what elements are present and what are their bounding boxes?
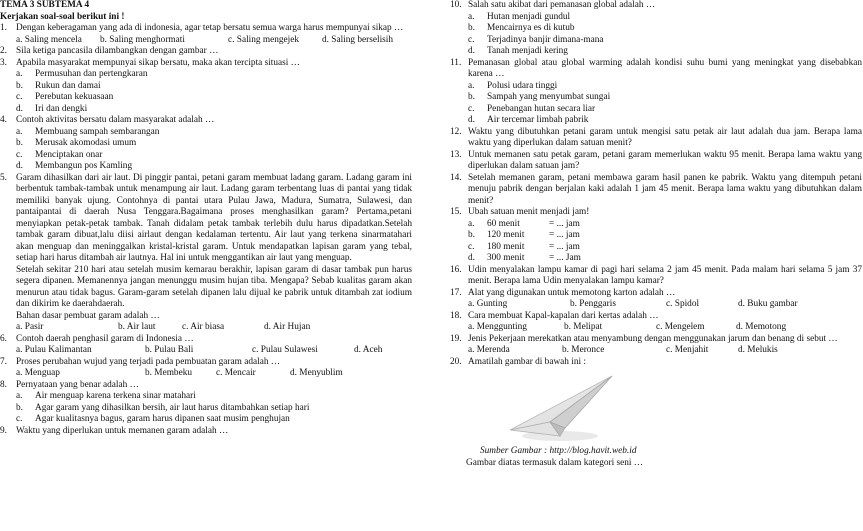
question-number: 8.	[0, 379, 7, 390]
question-number: 9.	[0, 425, 7, 436]
left-column	[0, 0, 412, 437]
option-b: b. Air laut	[118, 322, 156, 332]
option-b	[16, 138, 412, 150]
options-row	[450, 322, 862, 334]
question-number: 18.	[450, 310, 462, 321]
option-c: c. Air biasa	[182, 322, 225, 332]
option-letter: c.	[468, 241, 475, 252]
option-text: Agar kualitasnya bagus, garam harus dipanen saat musim penghujan	[35, 414, 290, 424]
option-c	[468, 35, 862, 47]
option-text: Iri dan dengki	[35, 103, 88, 114]
question-number: 13.	[450, 149, 462, 160]
option-b: b. Melipat	[564, 322, 603, 332]
option-d: d. Saling berselisih	[322, 34, 394, 45]
option-a	[468, 219, 862, 231]
option-b	[16, 81, 412, 93]
option-text: Tanah menjadi kering	[487, 46, 568, 56]
option-letter: a.	[468, 218, 475, 229]
question-text: Untuk memanen satu petak garam, petani garam memerlukan waktu 95 menit. Berapa lama waktu yang diperlukan dalam satuan jam?	[468, 149, 862, 171]
option-d	[16, 161, 412, 173]
question-text: Bahan dasar pembuat garam adalah …	[16, 310, 160, 321]
question-10	[450, 0, 862, 12]
option-text: 120 menit	[487, 230, 525, 240]
option-b: b. Pulau Bali	[145, 345, 194, 355]
option-letter: b.	[16, 402, 23, 413]
option-c	[16, 414, 412, 426]
option-d	[16, 104, 412, 116]
option-b	[16, 403, 412, 415]
option-text: 180 menit	[487, 241, 525, 252]
option-d: d. Aceh	[354, 345, 383, 355]
option-a: a. Pulau Kalimantan	[16, 345, 92, 355]
option-letter: d.	[16, 161, 23, 171]
question-number: 12.	[450, 126, 462, 137]
option-letter: a.	[468, 11, 475, 22]
option-b: b. Saling menghormati	[100, 34, 185, 45]
question-text: Pernyataan yang benar adalah …	[16, 379, 139, 390]
question-text: Udin menyalakan lampu kamar di pagi hari selama 2 jam 45 menit. Pada malam hari selama 5 jam 37 menit. Berapa lama Udin menyalakan lampu kamar?	[468, 264, 862, 286]
question-text: Contoh aktivitas bersatu dalam masyarakat adalah …	[16, 115, 215, 125]
option-a	[16, 69, 412, 81]
option-d: d. Buku gambar	[738, 299, 798, 309]
option-c	[16, 92, 412, 104]
option-text: Membangun pos Kamling	[35, 161, 133, 171]
question-number: 1.	[0, 23, 7, 33]
option-a	[16, 127, 412, 139]
question-text: Waktu yang diperlukan untuk memanen garam adalah …	[16, 425, 229, 436]
option-d	[468, 46, 862, 58]
question-text: Dengan keberagaman yang ada di indonesia, agar tetap bersatu semua warga harus mempunyai sikap …	[16, 23, 404, 33]
question-4	[0, 115, 412, 127]
option-letter: d.	[468, 46, 475, 56]
option-text: Merusak akomodasi umum	[35, 138, 137, 148]
question-15	[450, 207, 862, 219]
reading-passage-continued: Setelah sekitar 210 hari atau setelah musim kemarau berakhir, lapisan garam di dasar tambak pun harus segera dipanen. Memanennya jangan menunggu musim hujan tiba. Mengapa? Sebab kualitas garam akan menurun atau tidak bagus. Garam-garam setelah dipanen lalu dijual ke pabrik untuk ditambah zat iodium dan dikirim ke daerahdaerah.	[16, 264, 412, 309]
option-a: a. Menggunting	[468, 322, 527, 332]
question-text: Proses perubahan wujud yang terjadi pada pembuatan garam adalah …	[16, 356, 281, 367]
option-a: a. Saling mencela	[16, 34, 82, 45]
option-a: a. Pasir	[16, 322, 44, 332]
question-text: Ubah satuan menit menjadi jam!	[468, 207, 590, 217]
question-7	[0, 357, 412, 369]
question-number: 19.	[450, 333, 462, 344]
option-letter: a.	[16, 391, 23, 401]
option-text: Air menguap karena terkena sinar matahari	[35, 391, 196, 401]
right-column	[450, 0, 862, 469]
paper-airplane-figure	[450, 368, 862, 446]
question-6	[0, 334, 412, 346]
image-source: Sumber Gambar : http://blog.havit.web.id	[480, 446, 637, 456]
question-19	[450, 334, 862, 346]
option-a	[468, 81, 862, 93]
option-letter: a.	[16, 126, 23, 137]
option-blank: = ... Jam	[549, 253, 581, 263]
options-row	[0, 35, 412, 47]
question-1	[0, 23, 412, 35]
option-letter: d.	[468, 115, 475, 125]
question-number: 6.	[0, 333, 7, 344]
option-blank: = ... jam	[549, 218, 580, 229]
worksheet-title: TEMA 3 SUBTEMA 4	[0, 0, 90, 10]
option-letter: a.	[16, 69, 23, 79]
option-text: Hutan menjadi gundul	[487, 11, 571, 22]
option-letter: d.	[468, 253, 475, 263]
option-letter: b.	[468, 230, 475, 240]
options-row	[0, 368, 412, 380]
option-letter: c.	[468, 103, 475, 114]
option-b	[468, 230, 862, 242]
worksheet-instruction: Kerjakan soal-soal berikut ini !	[0, 11, 125, 22]
option-letter: c.	[16, 92, 23, 102]
option-letter: b.	[468, 23, 475, 33]
option-b: b. Penggaris	[570, 299, 616, 309]
option-d	[468, 115, 862, 127]
option-list	[0, 69, 412, 115]
option-text: Agar garam yang dihasilkan bersih, air laut harus ditambahkan setiap hari	[35, 402, 310, 413]
question-text: Gambar diatas termasuk dalam kategori seni …	[466, 457, 644, 468]
option-blank: = ... jam	[549, 241, 580, 252]
option-text: 300 menit	[487, 253, 525, 263]
option-letter: c.	[468, 34, 475, 45]
option-list	[0, 391, 412, 426]
option-text: Terjadinya banjir dimana-mana	[487, 34, 604, 45]
question-20	[450, 357, 862, 369]
option-list	[450, 81, 862, 127]
option-a: a. Merenda	[468, 345, 510, 355]
option-text: Penebangan hutan secara liar	[487, 103, 596, 114]
question-5	[0, 173, 412, 323]
option-text: Perebutan kekuasaan	[35, 92, 114, 102]
question-number: 5.	[0, 172, 7, 183]
options-row	[450, 299, 862, 311]
option-text: Polusi udara tinggi	[487, 80, 558, 91]
question-text: Salah satu akibat dari pemanasan global adalah …	[468, 0, 656, 10]
question-13	[450, 150, 862, 173]
question-number: 4.	[0, 115, 7, 125]
question-12	[450, 127, 862, 150]
option-letter: b.	[16, 138, 23, 148]
figure-caption	[450, 446, 862, 469]
question-text: Apabila masyarakat mempunyai sikap bersatu, maka akan tercipta situasi …	[16, 57, 300, 68]
question-text: Cara membuat Kapal-kapalan dari kertas adalah …	[468, 310, 659, 321]
question-number: 2.	[0, 46, 7, 56]
option-text: 60 menit	[487, 218, 520, 229]
options-row	[0, 345, 412, 357]
option-c: c. Saling mengejek	[228, 34, 299, 45]
option-text: Mencairnya es di kutub	[487, 23, 575, 33]
option-b: b. Membeku	[145, 368, 192, 378]
options-row	[450, 345, 862, 357]
question-text: Alat yang digunakan untuk memotong karton adalah …	[468, 287, 676, 298]
question-text: Jenis Pekerjaan merekatkan atau menyambung dengan menggunakan jarum dan benang di sebut …	[468, 333, 838, 344]
option-c: c. Mengelem	[656, 322, 705, 332]
option-c: c. Menjahit	[666, 345, 709, 355]
question-number: 14.	[450, 172, 462, 183]
option-d	[468, 253, 862, 265]
reading-passage: Garam dihasilkan dari air laut. Di pinggir pantai, petani garam membuat ladang garam. Ladang garam ini berbentuk tambak-tambak untuk menampung air laut. Ladang garam terbentang luas di pantai yang tidak memiliki banyak ujung. Contohnya di pantai utara Pulau Jawa, Madura, Sumatra, Sulawesi, dan pantaipantai di daerah Nusa Tenggara.Bagaimana proses menghasilkan garam? Pertama,petani menyiapkan petak-petak tambak. Tanah didalam petak tambak terlebih dulu harus dipadatkan.Setelah tambak garam dibuat,lalu diisi airlaut dengan kedalaman tertentu. Air laut yang terkena sinarmatahari akan menguap dan meninggalkan kristal-kristal garam. Untuk mendapatkan lapisan garam yang tebal, setiap hari harus ditambah air lautnya. Hal ini untuk menggantikan air laut yang menguap.	[16, 172, 412, 263]
question-8	[0, 380, 412, 392]
options-row	[0, 322, 412, 334]
option-a	[16, 391, 412, 403]
question-text: Pemanasan global atau global warming adalah kondisi suhu bumi yang meningkat yang disebabkan karena …	[468, 57, 862, 79]
question-3	[0, 58, 412, 70]
question-2	[0, 46, 412, 58]
option-letter: d.	[16, 103, 23, 114]
question-text: Waktu yang dibutuhkan petani garam untuk mengisi satu petak air laut adalah dua jam. Berapa lama waktu yang diperlukan dalam satuan menit?	[468, 126, 862, 148]
option-a: a. Gunting	[468, 299, 508, 309]
question-text: Setelah memanen garam, petani membawa garam hasil panen ke pabrik. Waktu yang ditempuh petani menuju pabrik dengan berjalan kaki adalah 1 jam 45 menit. Berapa lama waktu yang dibutuhkan dalam menit?	[468, 172, 862, 206]
question-number: 16.	[450, 264, 462, 275]
question-18	[450, 311, 862, 323]
option-blank: = ... jam	[549, 230, 580, 240]
question-text: Amatilah gambar di bawah ini :	[468, 356, 586, 367]
question-11	[450, 58, 862, 81]
option-c	[468, 242, 862, 254]
option-text: Membuang sampah sembarangan	[35, 126, 160, 137]
question-14	[450, 173, 862, 208]
option-letter: c.	[16, 149, 23, 160]
option-c: c. Mencair	[216, 368, 256, 378]
option-list	[0, 127, 412, 173]
question-number: 20.	[450, 356, 462, 367]
option-letter: b.	[16, 80, 23, 91]
option-text: Air tercemar limbah pabrik	[487, 115, 589, 125]
question-number: 7.	[0, 356, 7, 367]
option-a	[468, 12, 862, 24]
option-b: b. Meronce	[562, 345, 605, 355]
option-c: c. Pulau Sulawesi	[252, 345, 318, 355]
question-number: 10.	[450, 0, 462, 10]
option-d: d. Menyublim	[290, 368, 343, 378]
question-number: 3.	[0, 57, 7, 68]
option-text: Sampah yang menyumbat sungai	[487, 92, 611, 102]
option-text: Permusuhan dan pertengkaran	[35, 69, 148, 79]
question-text: Contoh daerah penghasil garam di Indonesia …	[16, 333, 194, 344]
option-letter: c.	[16, 414, 23, 424]
question-number: 15.	[450, 207, 462, 217]
option-a: a. Menguap	[16, 368, 60, 378]
question-number: 17.	[450, 287, 462, 298]
question-17	[450, 288, 862, 300]
paper-airplane-icon	[490, 370, 620, 446]
option-b	[468, 92, 862, 104]
question-9	[0, 426, 412, 438]
option-d: d. Air Hujan	[264, 322, 311, 332]
question-16	[450, 265, 862, 288]
question-text: Sila ketiga pancasila dilambangkan dengan gambar …	[16, 46, 219, 56]
option-c	[468, 104, 862, 116]
option-text: Rukun dan damai	[35, 80, 101, 91]
option-list	[450, 219, 862, 265]
option-b	[468, 23, 862, 35]
option-text: Menciptakan onar	[35, 149, 103, 160]
option-c	[16, 150, 412, 162]
option-c: c. Spidol	[666, 299, 700, 309]
option-letter: b.	[468, 92, 475, 102]
option-d: d. Memotong	[736, 322, 787, 332]
option-d: d. Melukis	[738, 345, 778, 355]
option-letter: a.	[468, 80, 475, 91]
option-list	[450, 12, 862, 58]
question-number: 11.	[450, 57, 462, 68]
